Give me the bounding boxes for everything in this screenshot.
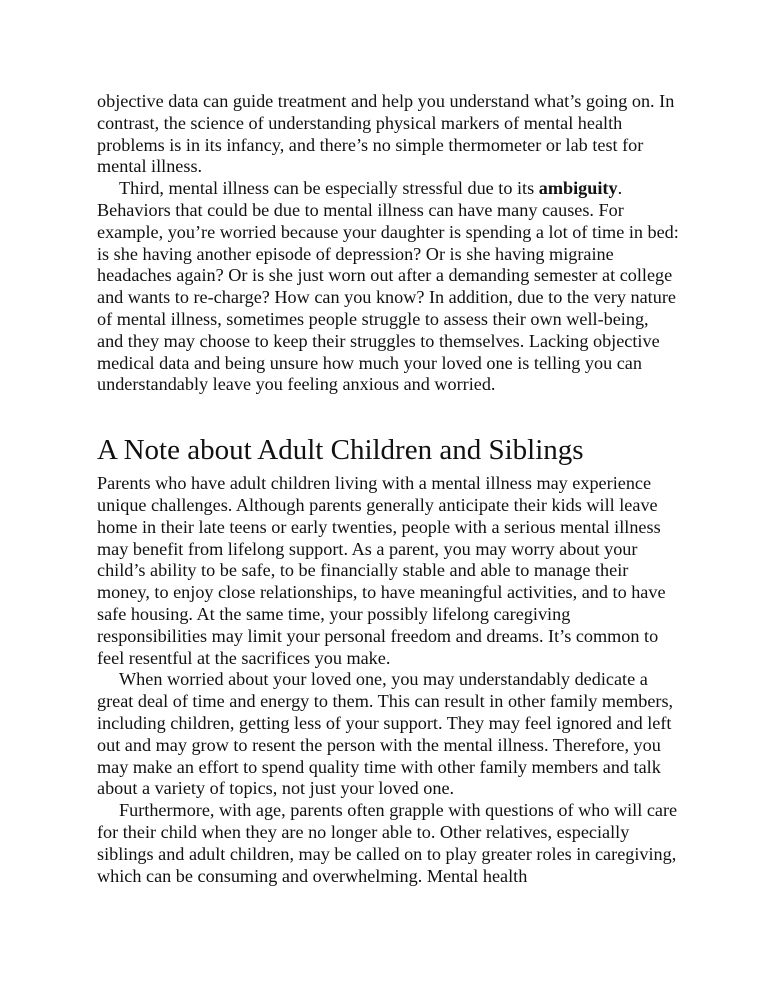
paragraph-ambiguity bbox=[97, 178, 679, 396]
ambiguity-text-after: . Behaviors that could be due to mental illness can have many causes. For example, you’re worried because your daughter is spending a lot of time in bed: is she having another episode of depression? Or is she having migraine headaches again? Or is she just worn out after a demanding semester at college and wants to re-charge? How can you know? In addition, due to the very nature of mental illness, sometimes people struggle to assess their own well-being, and they may choose to keep their struggles to themselves. Lacking objective medical data and being unsure how much your loved one is telling you can understandably leave you feeling anxious and worried. bbox=[97, 178, 679, 395]
page-body bbox=[97, 91, 679, 887]
paragraph-caregiving: Furthermore, with age, parents often grapple with questions of who will care for their child when they are no longer able to. Other relatives, especially siblings and adult children, may be called on to play greater roles in caregiving, which can be consuming and overwhelming. Mental health bbox=[97, 800, 678, 886]
ambiguity-bold-term: ambiguity bbox=[538, 178, 618, 199]
section-heading: A Note about Adult Children and Siblings bbox=[97, 434, 584, 467]
paragraph-family-members: When worried about your loved one, you may understandably dedicate a great deal of time and energy to them. This can result in other family members, including children, getting less of your support. They may feel ignored and left out and may grow to resent the person with the mental illness. Therefore, you may make an effort to spend quality time with other family members and talk about a variety of topics, not just your loved one. bbox=[97, 669, 674, 799]
paragraph-adult-children: Parents who have adult children living with a mental illness may experience unique challenges. Although parents generally anticipate their kids will leave home in their late teens or early twenties, people with a serious mental illness may benefit from lifelong support. As a parent, you may worry about your child’s ability to be safe, to be financially stable and able to manage their money, to enjoy close relationships, to have meaningful activities, and to have safe housing. At the same time, your possibly lifelong caregiving responsibilities may limit your personal freedom and dreams. It’s common to feel resentful at the sacrifices you make. bbox=[97, 473, 666, 668]
ambiguity-text-before: Third, mental illness can be especially stressful due to its bbox=[119, 178, 539, 199]
paragraph-objective-data: objective data can guide treatment and help you understand what’s going on. In contrast, the science of understanding physical markers of mental health problems is in its infancy, and there’s no simple thermometer or lab test for mental illness. bbox=[97, 91, 675, 177]
